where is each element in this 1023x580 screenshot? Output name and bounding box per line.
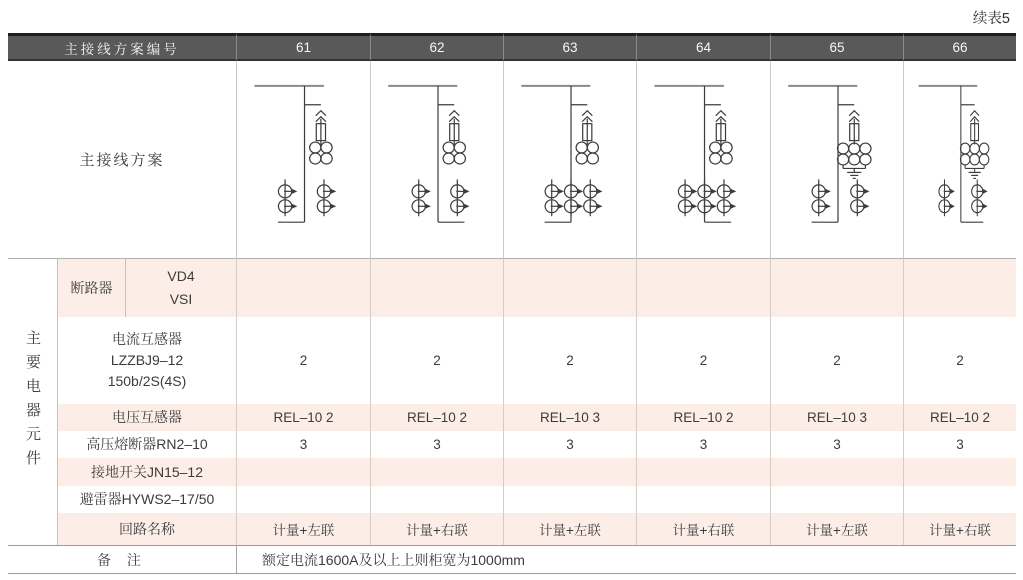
remark-text: 额定电流1600A及以上上则柜宽为1000mm [236,545,1016,574]
breaker-type-vd4: VD4 [167,268,195,284]
header-scheme-65: 65 [770,33,903,61]
row-label-earthing-switch: 接地开关JN15–12 [58,458,236,486]
value-breaker-65 [770,259,903,317]
value-arrester-62 [370,486,503,513]
value-breaker-61 [236,259,370,317]
value-fuse-66: 3 [903,431,1016,458]
row-label-breaker: 断路器 [58,259,125,317]
value-arrester-66 [903,486,1016,513]
breaker-type-vsi: VSI [169,291,193,307]
ct-label-line3: 150b/2S(4S) [107,373,187,389]
diagram-cell-62 [370,61,503,259]
wiring-diagram-65 [771,61,903,258]
value-vt-63: REL–10 3 [503,404,636,431]
value-vt-64: REL–10 2 [636,404,770,431]
value-earth-61 [236,458,370,486]
value-breaker-63 [503,259,636,317]
value-circuit-63: 计量+左联 [503,513,636,545]
diagram-cell-61 [236,61,370,259]
value-ct-65: 2 [770,317,903,404]
ct-label-line2: LZZBJ9–12 [110,352,184,368]
value-circuit-61: 计量+左联 [236,513,370,545]
value-arrester-63 [503,486,636,513]
value-ct-63: 2 [503,317,636,404]
value-circuit-62: 计量+右联 [370,513,503,545]
value-earth-65 [770,458,903,486]
wiring-diagram-61 [237,61,370,258]
header-scheme-number-label: 主接线方案编号 [8,33,236,61]
value-breaker-66 [903,259,1016,317]
header-scheme-64: 64 [636,33,770,61]
breaker-types [125,259,236,317]
header-scheme-62: 62 [370,33,503,61]
diagram-cell-63 [503,61,636,259]
value-breaker-62 [370,259,503,317]
header-scheme-61: 61 [236,33,370,61]
value-circuit-66: 计量+右联 [903,513,1016,545]
row-label-voltage-transformer: 电压互感器 [58,404,236,431]
value-arrester-61 [236,486,370,513]
value-circuit-65: 计量+左联 [770,513,903,545]
value-arrester-65 [770,486,903,513]
diagram-cell-66 [903,61,1016,259]
header-scheme-66: 66 [903,33,1016,61]
value-earth-62 [370,458,503,486]
ct-label-line1: 电流互感器 [112,331,182,347]
value-breaker-64 [636,259,770,317]
wiring-diagram-63 [504,61,636,258]
row-label-surge-arrester: 避雷器HYWS2–17/50 [79,491,215,507]
value-fuse-61: 3 [236,431,370,458]
value-fuse-64: 3 [636,431,770,458]
value-ct-62: 2 [370,317,503,404]
value-ct-66: 2 [903,317,1016,404]
diagram-cell-64 [636,61,770,259]
wiring-diagram-62 [371,61,503,258]
diagram-row-label: 主接线方案 [8,61,236,259]
value-earth-64 [636,458,770,486]
value-ct-61: 2 [236,317,370,404]
value-earth-66 [903,458,1016,486]
remark-label: 备 注 [8,545,236,574]
value-arrester-64 [636,486,770,513]
table-continuation-caption: 续表5 [972,11,1010,27]
diagram-cell-65 [770,61,903,259]
wiring-diagram-66 [904,61,1016,258]
value-vt-61: REL–10 2 [236,404,370,431]
row-label-hv-fuse: 高压熔断器RN2–10 [86,436,208,452]
value-fuse-62: 3 [370,431,503,458]
value-fuse-65: 3 [770,431,903,458]
component-group-label: 主要电器元件 [8,259,58,545]
value-vt-65: REL–10 3 [770,404,903,431]
value-vt-62: REL–10 2 [370,404,503,431]
row-label-current-transformer [58,317,236,404]
value-ct-64: 2 [636,317,770,404]
value-vt-66: REL–10 2 [903,404,1016,431]
value-circuit-64: 计量+右联 [636,513,770,545]
header-scheme-63: 63 [503,33,636,61]
value-fuse-63: 3 [503,431,636,458]
scheme-table [8,33,1016,574]
wiring-diagram-64 [637,61,770,258]
row-label-circuit-name: 回路名称 [58,513,236,545]
value-earth-63 [503,458,636,486]
